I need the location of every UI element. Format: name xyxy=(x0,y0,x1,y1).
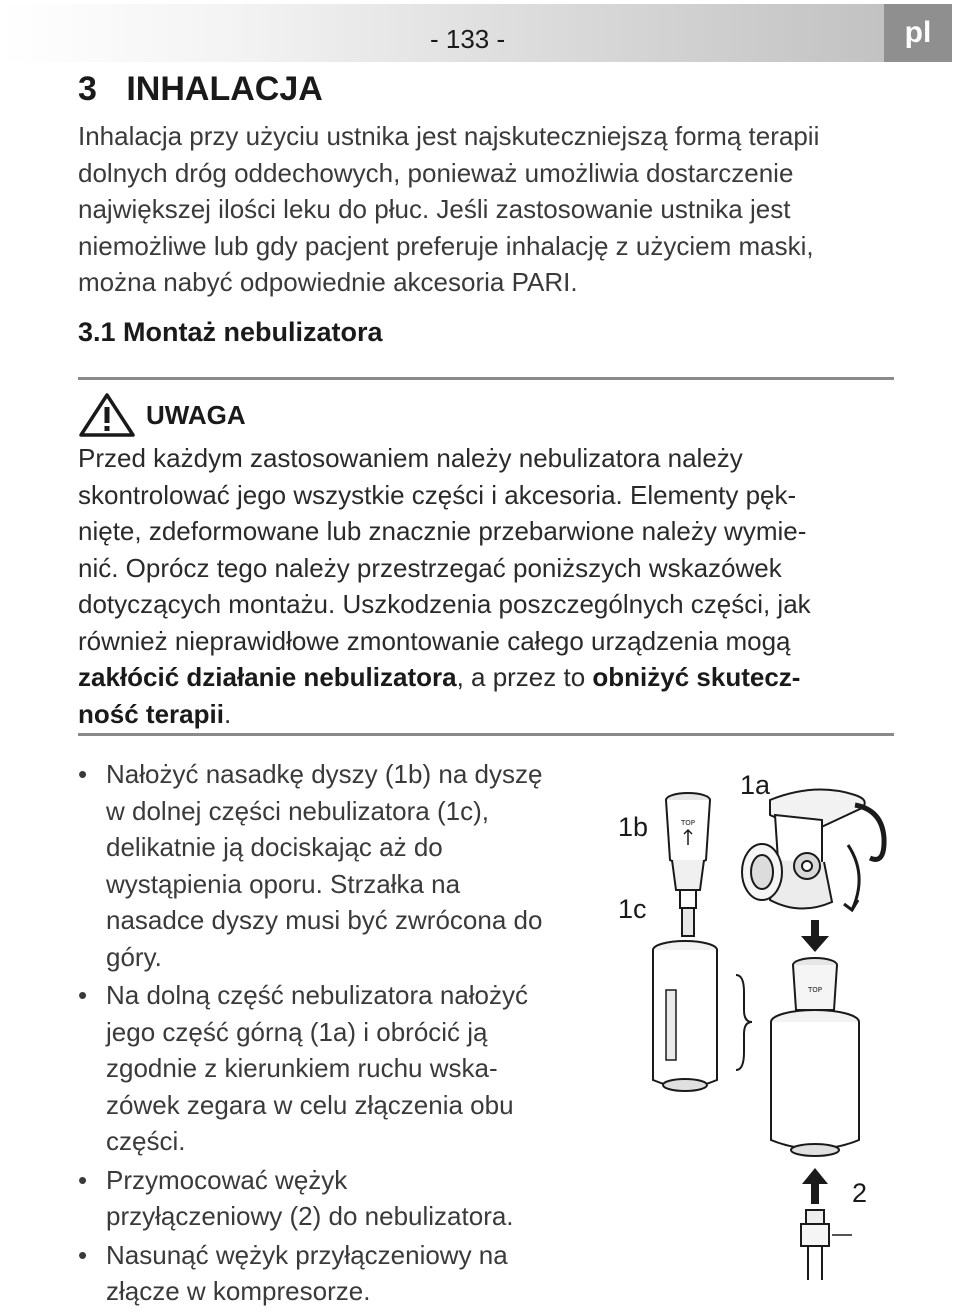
intro-line: można nabyć odpowiednie akcesoria PARI. xyxy=(78,267,578,297)
step-line: delikatnie ją dociskając aż do xyxy=(106,832,443,862)
nebulizer-assembly-figure xyxy=(600,760,900,1280)
warning-top-rule xyxy=(78,377,894,380)
intro-line: największej ilości leku do płuc. Jeśli zastosowanie ustnika jest xyxy=(78,194,791,224)
nebulizer-top-part xyxy=(742,790,884,909)
step-line: wystąpienia oporu. Strzałka na xyxy=(106,868,461,899)
step-line: Nasunąć wężyk przyłączeniowy na xyxy=(106,1239,508,1270)
assembled-cap-stamp: TOP xyxy=(807,986,823,994)
assembly-steps xyxy=(78,756,598,1312)
rotate-clockwise-icon xyxy=(844,845,859,910)
intro-line: Inhalacja przy użyciu ustnika jest najskuteczniejszą formą terapii xyxy=(78,121,820,151)
label-2: 2 xyxy=(852,1178,868,1208)
section-title: 3 INHALACJA xyxy=(78,70,323,108)
step-line: Nałożyć nasadkę dyszy (1b) na dyszę xyxy=(106,759,543,789)
up-arrow-icon xyxy=(802,1168,828,1204)
warning-text xyxy=(78,440,894,732)
nebulizer-bottom-part xyxy=(653,941,717,1091)
step-item xyxy=(78,977,598,1160)
warning-line: Przed każdym zastosowaniem należy nebulizatora należy xyxy=(78,443,743,473)
label-1b: 1b xyxy=(618,812,649,842)
step-line: w dolnej części nebulizatora (1c), xyxy=(106,795,489,826)
warning-emphasis: zakłócić działanie nebulizatora xyxy=(78,662,457,692)
intro-line: dolnych dróg oddechowych, ponieważ umożliwia dostarczenie xyxy=(78,157,794,188)
step-item xyxy=(78,1237,598,1310)
step-line: jego część górną (1a) i obrócić ją xyxy=(106,1016,488,1047)
warning-line: skontrolować jego wszystkie części i akcesoria. Elementy pęk- xyxy=(78,479,797,510)
warning-line: . xyxy=(223,698,232,729)
warning-line: również nieprawidłowe zmontowanie całego urządzenia mogą xyxy=(78,625,791,656)
language-tab xyxy=(884,4,952,62)
step-line: przyłączeniowy (2) do nebulizatora. xyxy=(106,1201,514,1231)
step-line: zgodnie z kierunkiem ruchu wska- xyxy=(106,1053,498,1083)
subsection-title: 3.1 Montaż nebulizatora xyxy=(78,317,383,347)
warning-line: nić. Oprócz tego należy przestrzegać poniższych wskazówek xyxy=(78,552,782,583)
language-code: pl xyxy=(904,16,932,49)
nozzle-cap-stamp: TOP xyxy=(680,819,696,827)
step-item xyxy=(78,756,598,975)
step-line: nasadce dyszy musi być zwrócona do xyxy=(106,905,543,935)
warning-line: nięte, zdeformowane lub znacznie przebarwione należy wymie- xyxy=(78,516,807,546)
page-number: - 133 - xyxy=(430,24,506,54)
nozzle-cap-part xyxy=(666,793,710,936)
step-line: części. xyxy=(106,1126,186,1156)
warning-title: UWAGA xyxy=(146,400,246,430)
connection-tube-part xyxy=(801,1210,829,1280)
warning-line: , a przez to xyxy=(456,662,593,692)
label-1c: 1c xyxy=(618,894,647,924)
assembly-brace xyxy=(736,975,752,1070)
warning-bottom-rule xyxy=(78,733,894,736)
warning-triangle-icon xyxy=(78,392,136,438)
down-arrow-icon xyxy=(801,920,829,952)
label-1a: 1a xyxy=(740,770,771,800)
warning-emphasis: obniżyć skutecz- xyxy=(592,662,801,692)
step-item xyxy=(78,1162,598,1235)
warning-emphasis: ność terapii xyxy=(78,698,224,729)
intro-line: niemożliwe lub gdy pacjent preferuje inhalację z użyciem maski, xyxy=(78,230,814,261)
intro-paragraph xyxy=(78,118,888,301)
step-line: Na dolną część nebulizatora nałożyć xyxy=(106,980,529,1010)
step-line: złącze w kompresorze. xyxy=(106,1276,371,1306)
warning-line: dotyczących montażu. Uszkodzenia poszczególnych części, jak xyxy=(78,589,811,619)
step-line: góry. xyxy=(106,941,162,972)
step-line: Przymocować wężyk xyxy=(106,1164,348,1195)
step-line: zówek zegara w celu złączenia obu xyxy=(106,1089,514,1120)
